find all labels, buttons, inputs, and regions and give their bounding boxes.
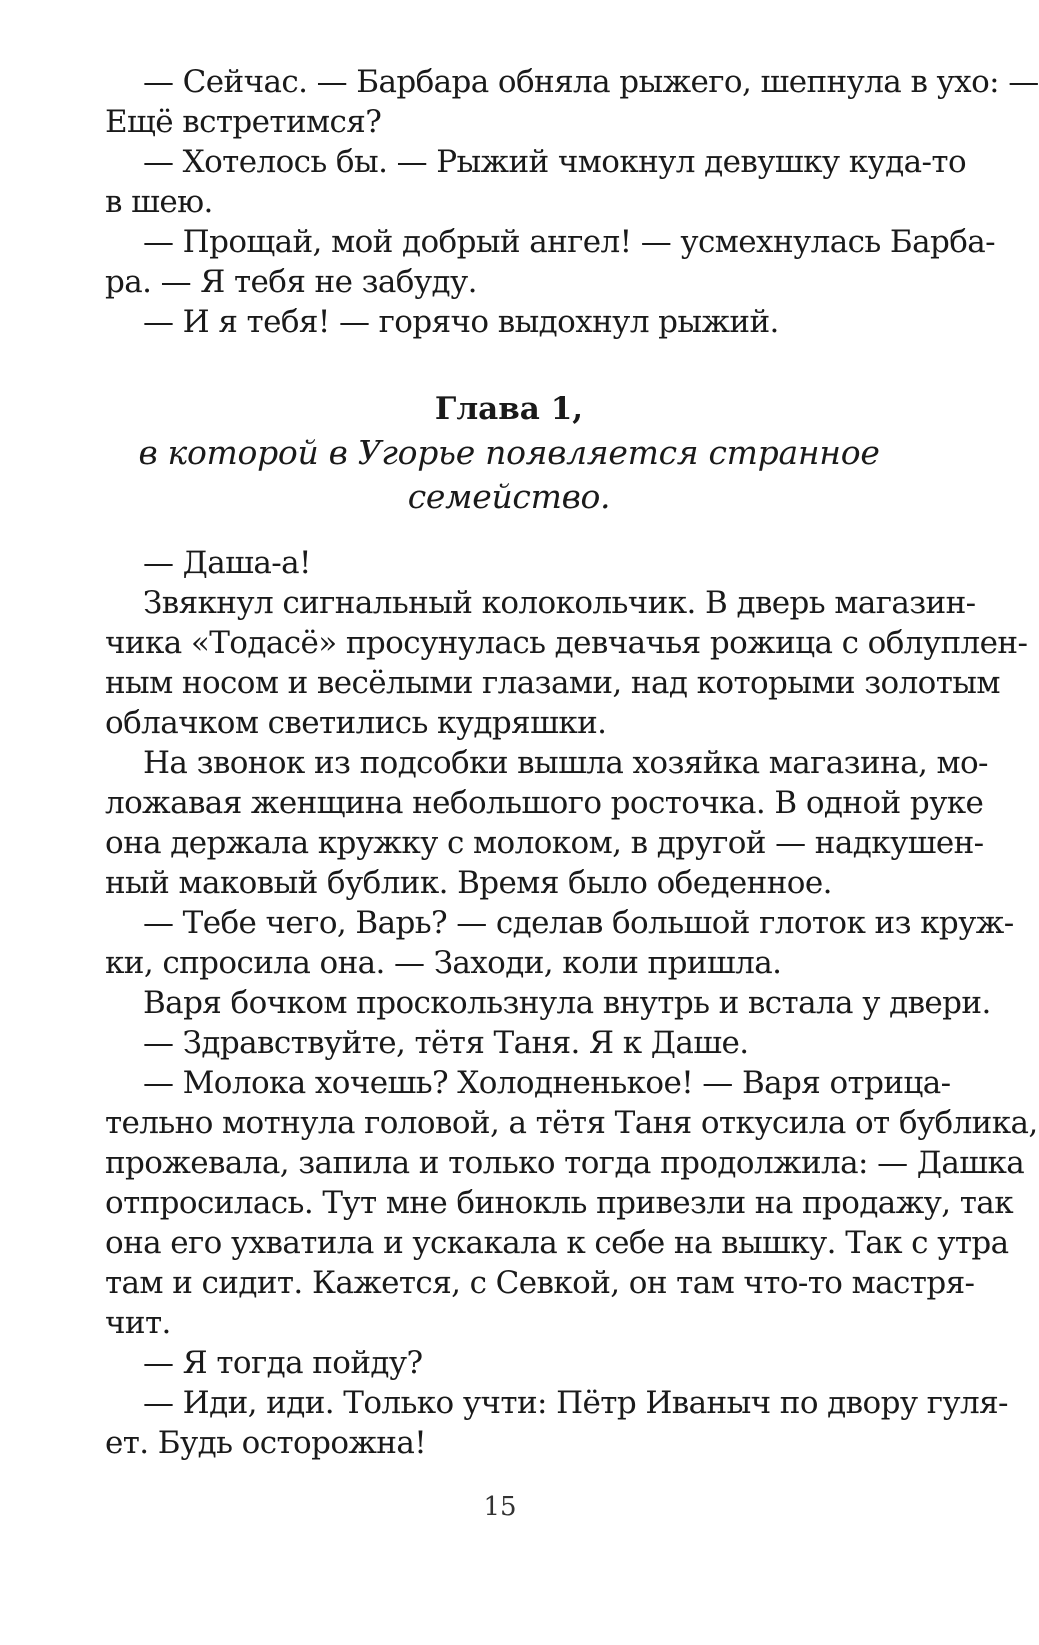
- text-line: отпросилась. Тут мне бинокль привезли на продажу, так: [105, 1185, 1013, 1221]
- chapter-title: Глава 1,: [434, 391, 584, 427]
- text-line: в шею.: [105, 184, 213, 220]
- text-line: она его ухватила и ускакала к себе на вышку. Так с утра: [105, 1225, 1009, 1261]
- text-line: чика «Тодасё» просунулась девчачья рожица с облуплен-: [105, 625, 1028, 661]
- chapter-subtitle-line: в которой в Угорье появляется странное: [138, 433, 880, 472]
- text-line: — Сейчас. — Барбара обняла рыжего, шепнула в ухо: —: [143, 64, 1039, 100]
- text-line: — Даша-а!: [143, 545, 311, 581]
- text-line: ным носом и весёлыми глазами, над которыми золотым: [105, 665, 1000, 701]
- text-line: ра. — Я тебя не забуду.: [105, 264, 477, 300]
- text-line: Варя бочком проскользнула внутрь и встала у двери.: [143, 985, 991, 1021]
- text-line: там и сидит. Кажется, с Севкой, он там что-то мастря-: [105, 1265, 975, 1301]
- text-line: — И я тебя! — горячо выдохнул рыжий.: [143, 304, 779, 340]
- text-line: ложавая женщина небольшого росточка. В одной руке: [105, 785, 984, 821]
- text-line: тельно мотнула головой, а тётя Таня откусила от бублика,: [105, 1105, 1038, 1141]
- text-line: ный маковый бублик. Время было обеденное.: [105, 865, 832, 901]
- text-line: — Молока хочешь? Холодненькое! — Варя отрица-: [143, 1065, 951, 1101]
- chapter-subtitle-line: семейство.: [407, 477, 611, 516]
- text-line: — Прощай, мой добрый ангел! — усмехнулась Барба-: [143, 224, 996, 260]
- text-line: ки, спросила она. — Заходи, коли пришла.: [105, 945, 782, 981]
- page-number: 15: [483, 1492, 517, 1522]
- text-line: ет. Будь осторожна!: [105, 1425, 427, 1461]
- page-text: [105, 62, 1039, 1463]
- text-line: прожевала, запила и только тогда продолжила: — Дашка: [105, 1145, 1025, 1181]
- text-line: На звонок из подсобки вышла хозяйка магазина, мо-: [143, 745, 988, 781]
- text-line: она держала кружку с молоком, в другой — надкушен-: [105, 825, 984, 861]
- chapter-heading: [105, 387, 913, 519]
- text-line: облачком светились кудряшки.: [105, 705, 607, 741]
- text-line: — Иди, иди. Только учти: Пётр Иваныч по двору гуля-: [143, 1385, 1008, 1421]
- text-line: — Здравствуйте, тётя Таня. Я к Даше.: [143, 1025, 749, 1061]
- text-line: чит.: [105, 1305, 171, 1341]
- text-line: Ещё встретимся?: [105, 104, 382, 140]
- text-line: — Тебе чего, Варь? — сделав большой глоток из круж-: [143, 905, 1014, 941]
- text-line: — Хотелось бы. — Рыжий чмокнул девушку куда-то: [143, 144, 967, 180]
- text-line: — Я тогда пойду?: [143, 1345, 423, 1381]
- text-line: Звякнул сигнальный колокольчик. В дверь магазин-: [143, 585, 976, 621]
